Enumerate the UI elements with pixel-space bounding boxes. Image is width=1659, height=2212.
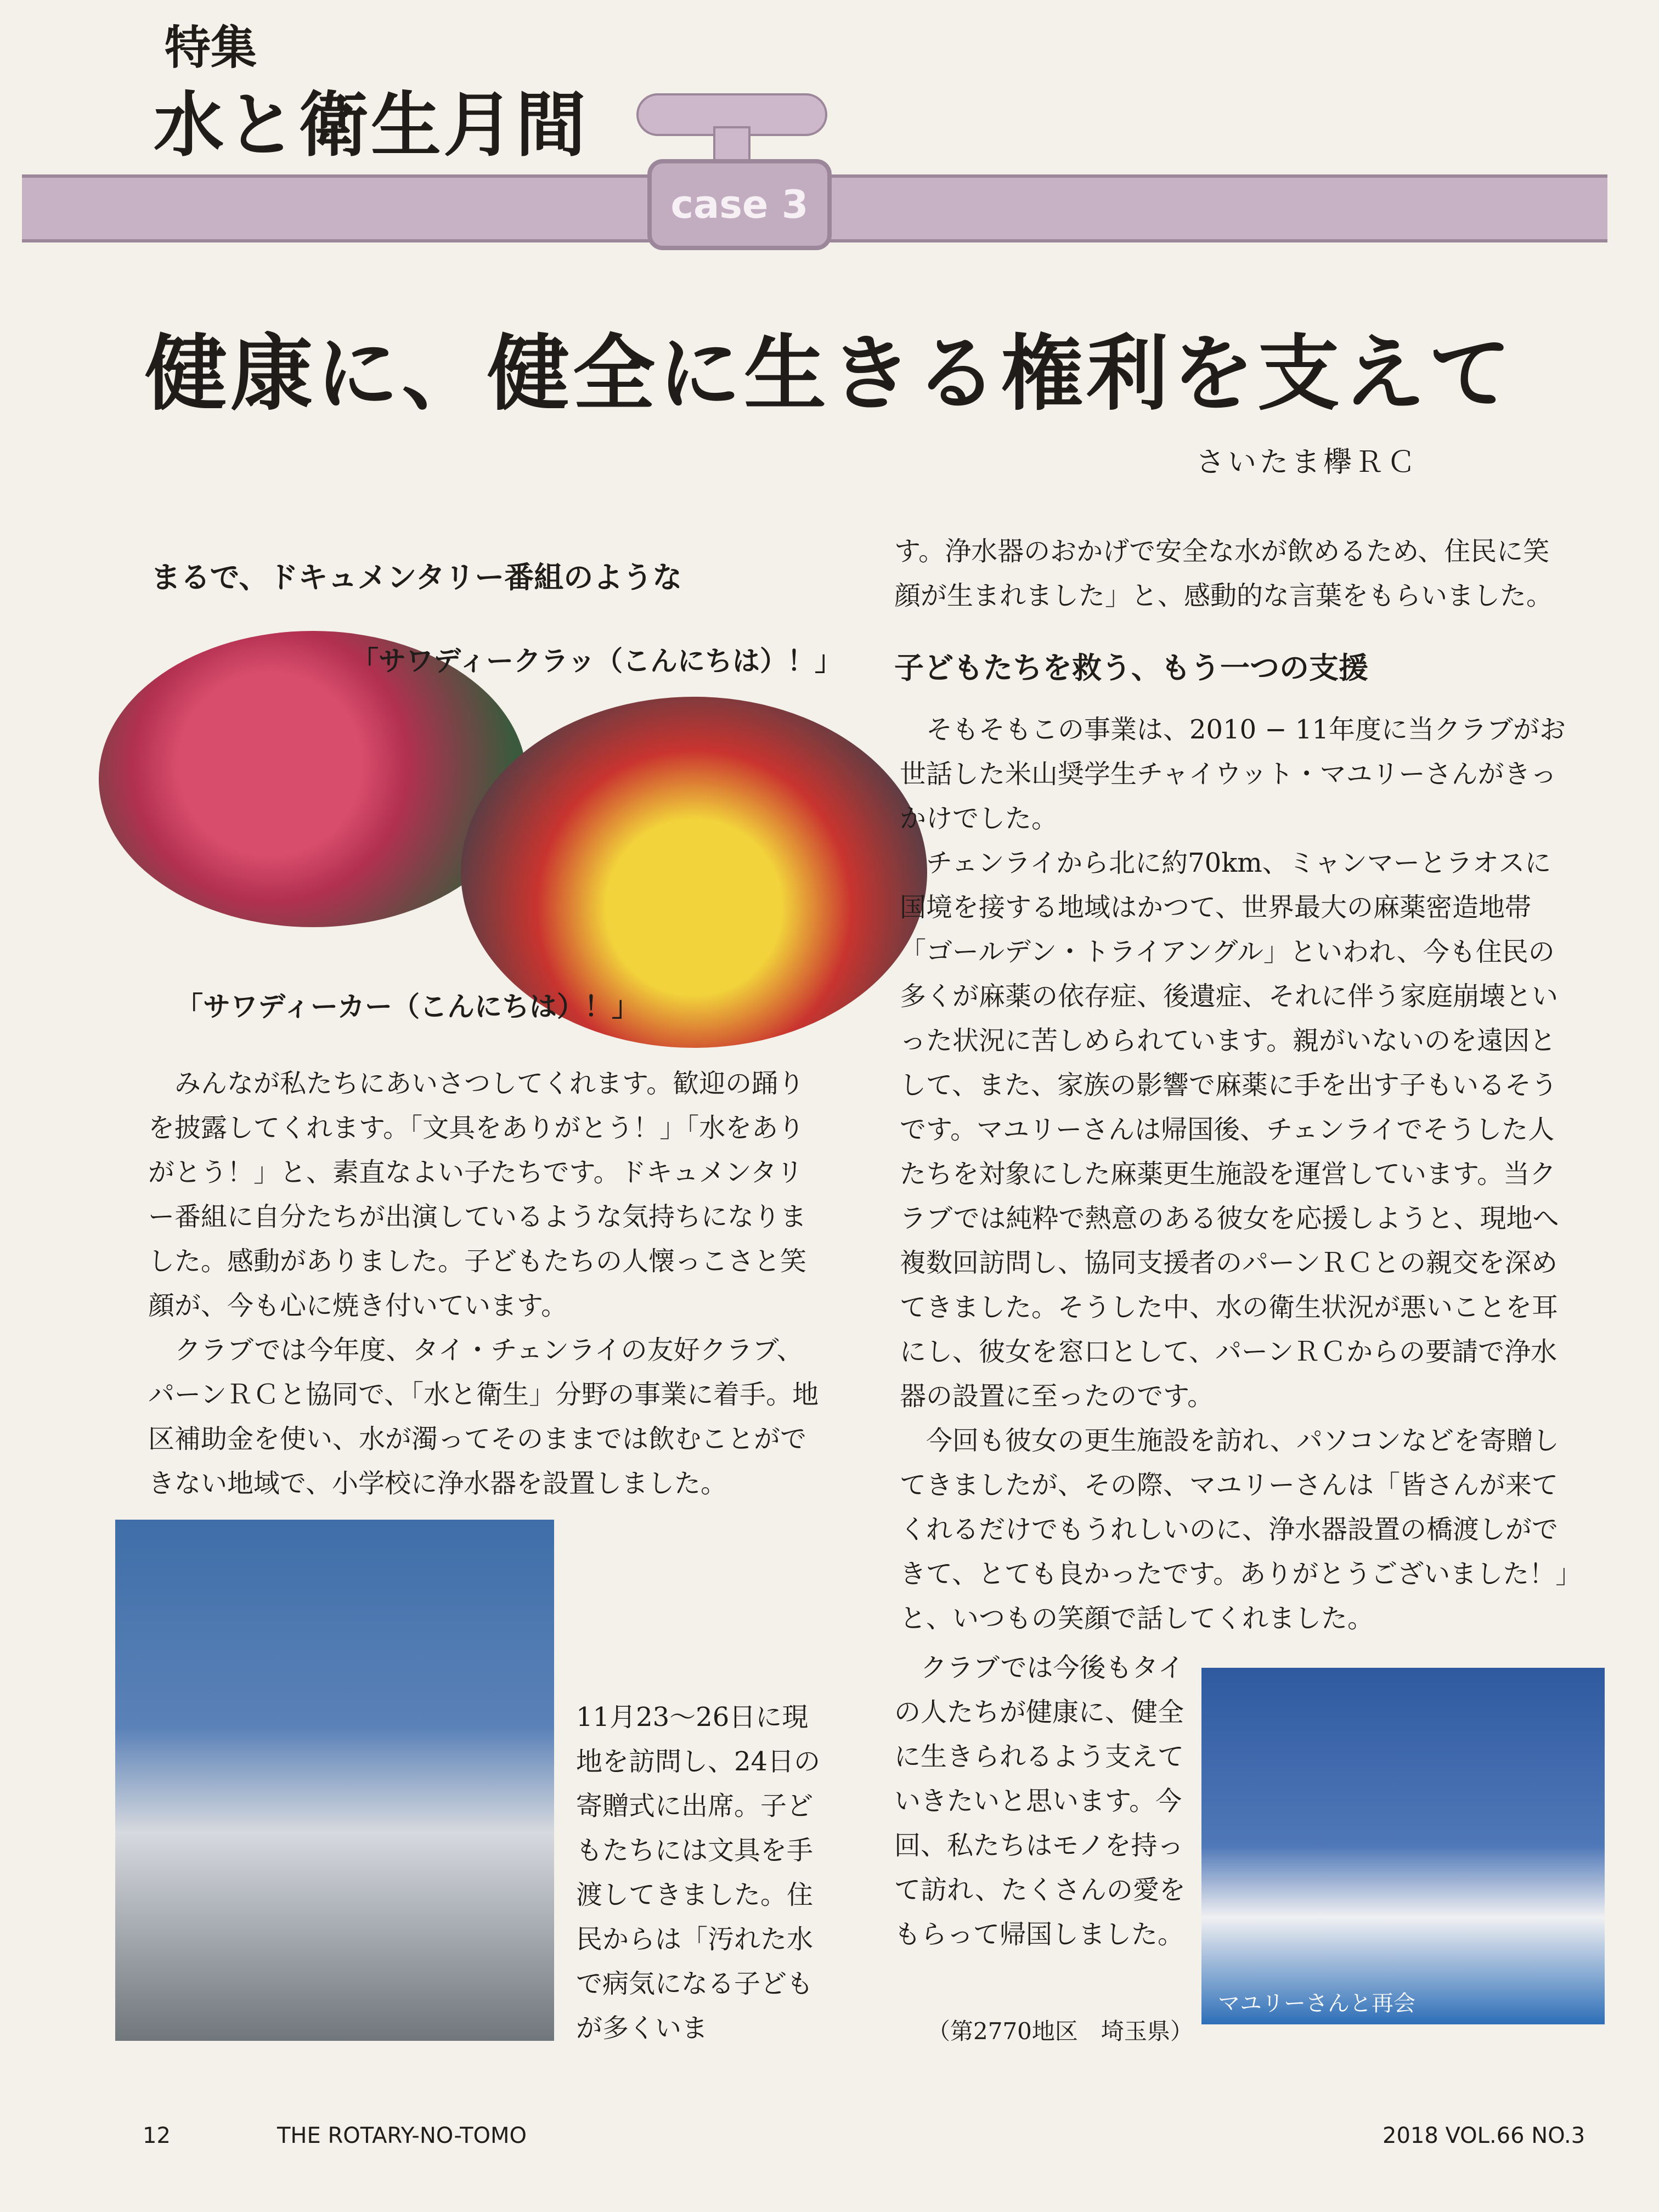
lead-heading: まるで、ドキュメンタリー番組のような [151,560,682,595]
page-number: 12 [143,2123,171,2148]
series-title: 水と衛生月間 [154,84,589,166]
photo-reunion [1201,1668,1605,2024]
body-paragraph: そもそもこの事業は、2010 − 11年度に当クラブがお世話した米山奨学生チャイウット・マユリーさんがきっかけでした。 [900,714,1566,834]
left-narrow-column [576,1695,834,2051]
right-column-body [900,708,1569,1641]
body-paragraph: チェンライから北に約70km、ミャンマーとラオスに国境を接する地域はかつて、世界最大の麻薬密造地帯「ゴールデン・トライアングル」といわれ、今も住民の多くが麻薬の依存症、後遺症、それに伴う家庭崩壊といった状況に苦しめられています。親がいないのを遠因として、また、家族の影響で麻薬に手を出す子もいるそうです。マユリーさんは帰国後、チェンライでそうした人たちを対象にした麻薬更生施設を運営しています。当クラブでは純粋で熱意のある彼女を応援しようと、現地へ複数回訪問し、協同支援者のパーンＲＣとの親交を深めてきました。そうした中、水の衛生状況が悪いことを耳にし、彼女を窓口として、パーンＲＣからの要請で浄水器の設置に至ったのです。 [900,848,1559,1412]
body-paragraph: 今回も彼女の更生施設を訪れ、パソコンなどを寄贈してきましたが、その際、マユリーさんは「皆さんが来てくれるだけでもうれしいのに、浄水器設置の橋渡しができて、とても良かったです。ありがとうございました！」と、いつもの笑顔で話してくれました。 [900,1425,1569,1634]
issue-info: 2018 VOL.66 NO.3 [1383,2123,1585,2148]
right-column-continuation [894,529,1569,618]
section-kicker: 特集 [165,20,257,75]
article-headline: 健康に、健全に生きる権利を支えて [144,325,1514,422]
left-column-body [148,1062,823,1506]
body-paragraph: クラブでは今年度、タイ・チェンライの友好クラブ、パーンＲＣと協同で、「水と衛生」分野の事業に着手。地区補助金を使い、水が濁ってそのままでは飲むことができない地域で、小学校に浄水器を設置しました。 [148,1335,819,1499]
photo-water-filter-ceremony [115,1520,554,2041]
closing-column [894,1646,1188,1957]
section-subheading: 子どもたちを救う、もう一つの支援 [894,650,1368,685]
body-paragraph: 11月23〜26日に現地を訪問し、24日の寄贈式に出席。子どもたちには文具を手渡してきました。住民からは「汚れた水で病気になる子どもが多くいま [576,1702,821,2044]
byline: さいたま欅ＲＣ [1196,446,1419,479]
body-paragraph: す。浄水器のおかげで安全な水が飲めるため、住民に笑顔が生まれました」と、感動的な言葉をもらいました。 [894,536,1553,611]
district-note: （第2770地区 埼玉県） [927,2018,1193,2045]
body-paragraph: クラブでは今後もタイの人たちが健康に、健全に生きられるよう支えていきたいと思います。今回、私たちはモノを持って訪れ、たくさんの愛をもらって帰国しました。 [894,1652,1186,1950]
caption-greeting-male: 「サワディークラッ（こんにちは）！」 [351,645,842,677]
body-paragraph: みんなが私たちにあいさつしてくれます。歓迎の踊りを披露してくれます。「文具をありがとう！」「水をありがとう！」と、素直なよい子たちです。ドキュメンタリー番組に自分たちが出演しているような気持ちになりました。感動がありました。子どもたちの人懐っこさと笑顔が、今も心に焼き付いています。 [148,1068,807,1321]
faucet-stem-graphic [713,126,751,163]
caption-reunion: マユリーさんと再会 [1218,1991,1415,2016]
caption-greeting-female: 「サワディーカー（こんにちは）！」 [176,990,639,1023]
case-label: case 3 [647,159,832,250]
magazine-name: THE ROTARY-NO-TOMO [277,2123,527,2148]
